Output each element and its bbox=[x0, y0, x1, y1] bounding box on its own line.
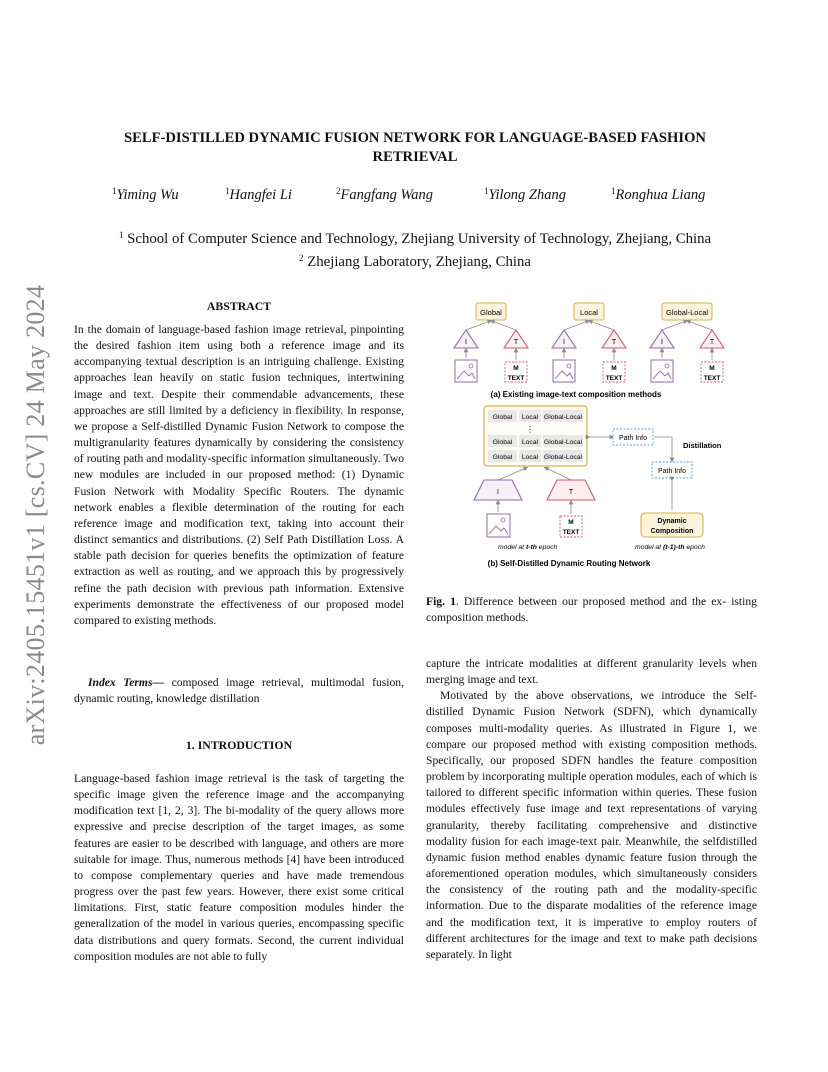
svg-text:Local: Local bbox=[521, 414, 539, 421]
arxiv-identifier bbox=[19, 275, 53, 755]
svg-text:T: T bbox=[611, 339, 617, 346]
svg-text:M: M bbox=[513, 365, 519, 372]
label-local: Local bbox=[580, 308, 598, 317]
svg-text:Global: Global bbox=[492, 454, 513, 461]
index-terms-label: Index Terms— bbox=[88, 676, 165, 689]
author: $^1$Ronghua Liang bbox=[611, 186, 706, 203]
arxiv-identifier-text: arXiv:2405.15451v1 [cs.CV] 24 May 2024 bbox=[21, 284, 50, 746]
figure-label: Fig. 1 bbox=[426, 595, 456, 608]
affiliations bbox=[60, 226, 770, 272]
abstract-heading: ABSTRACT bbox=[206, 299, 272, 313]
figure-1 bbox=[426, 292, 757, 572]
index-terms-paragraph: Index Terms— composed image retrieval, multimodal fusion, dynamic routing, knowledge distillation bbox=[74, 676, 404, 706]
image-placeholder-icon bbox=[553, 360, 575, 382]
intro-left-body bbox=[74, 771, 404, 965]
author: $^1$Yiming Wu bbox=[112, 186, 179, 203]
svg-text:Path Info: Path Info bbox=[657, 468, 687, 475]
svg-text:I: I bbox=[497, 489, 499, 496]
paper-title bbox=[80, 129, 750, 167]
author-list bbox=[60, 186, 770, 208]
svg-text:T: T bbox=[568, 489, 574, 496]
svg-text:TEXT: TEXT bbox=[703, 375, 721, 382]
distillation-label: Distillation bbox=[683, 441, 722, 450]
pipeline-local bbox=[552, 303, 626, 382]
subcaption-b: (b) Self-Distilled Dynamic Routing Network bbox=[487, 559, 651, 568]
title-line: RETRIEVAL bbox=[372, 149, 458, 165]
affiliation: $^1$ School of Computer Science and Technology, Zhejiang University of Technology, Zhejiang, China bbox=[118, 230, 712, 247]
image-placeholder-icon bbox=[651, 360, 673, 382]
svg-text:M: M bbox=[611, 365, 617, 372]
title-line: SELF-DISTILLED DYNAMIC FUSION NETWORK FOR LANGUAGE-BASED FASHION bbox=[124, 130, 706, 146]
svg-text:Path Info: Path Info bbox=[618, 435, 648, 442]
model-t1-label: model at (t-1)-th epoch bbox=[635, 544, 705, 551]
introduction-heading: 1. INTRODUCTION bbox=[185, 738, 293, 752]
svg-text:M: M bbox=[709, 365, 715, 372]
model-t-label: model at t-th epoch bbox=[498, 544, 558, 551]
svg-text:TEXT: TEXT bbox=[562, 529, 580, 536]
intro-right-body bbox=[426, 656, 757, 963]
image-placeholder-icon bbox=[455, 360, 477, 382]
pipeline-global bbox=[454, 303, 528, 382]
label-global: Global bbox=[480, 308, 502, 317]
author: $^2$Fangfang Wang bbox=[336, 186, 434, 203]
svg-text:Local: Local bbox=[521, 454, 539, 461]
label-global-local: Global-Local bbox=[665, 308, 709, 317]
author: $^1$Yilong Zhang bbox=[484, 186, 566, 203]
pipeline-global-local bbox=[650, 303, 724, 382]
subcaption-a: (a) Existing image-text composition methods bbox=[490, 390, 662, 399]
figure-caption bbox=[426, 594, 757, 626]
svg-text:⋮: ⋮ bbox=[526, 425, 534, 434]
intro-paragraph: Motivated by the above observations, we introduce the Self-distilled Dynamic Fusion Network (SDFN), which dynamically composes multi-modality queries. As illustrated in Figure 1, we compare our proposed method with existing composition methods. Specifically, our proposed SDFN handles the feature composition problem by incorporating multiple operation modules, each of which is tailored to different specific information within queries. These fusion modules effectively fuse image and text representations of varying granularity, thereby facilitating comprehensive and distinctive modality fusion for each image-text pair. Meanwhile, the selfdistilled dynamic fusion method enables dynamic feature fusion through the aforementioned operation modules, which simultaneously considers the consistency of the routing path and the modality-specific information. Due to the disparate modalities of the reference image and the modification text, it is imperative to employ routers of different architectures for the image and text to make path decisions separately. In light bbox=[426, 689, 757, 961]
svg-text:Dynamic: Dynamic bbox=[657, 518, 687, 525]
svg-text:Global: Global bbox=[492, 439, 513, 446]
figure-diagram bbox=[426, 292, 757, 572]
abstract-body bbox=[74, 322, 404, 629]
svg-text:Composition: Composition bbox=[650, 528, 694, 535]
svg-text:Local: Local bbox=[521, 439, 539, 446]
abstract-paragraph: In the domain of language-based fashion image retrieval, pinpointing the desired fashion item using both a reference image and its accompanying textual description is an intriguing challenge. Existing approaches lean heavily on static fusion techniques, intertwining image and text. Despite their commendable advancements, these approaches are still limited by a deficiency in flexibility. In response, we propose a Self-distilled Dynamic Fusion Network to compose the multigranularity features dynamically by considering the consistency of routing path and modality-specific information simultaneously. Two new modules are included in our proposed method: (1) Dynamic Fusion Network with Modality Specific Routers. The dynamic network enables a flexible determination of the routing for each reference image and modification text, taking into account their distinct semantics and distributions. (2) Self Path Distillation Loss. A stable path decision for queries benefits the optimization of feature extraction as well as routing, and we approach this by progressively refine the path decision with previous path information. Extensive experiments demonstrate the effectiveness of our proposed model compared to existing methods. bbox=[74, 323, 404, 627]
figure-caption-text: Fig. 1. Difference between our proposed method and the ex- isting composition methods. bbox=[426, 595, 757, 625]
intro-paragraph: capture the intricate modalities at different granularity levels when merging image and text. bbox=[426, 657, 757, 687]
svg-text:Global-Local: Global-Local bbox=[543, 439, 583, 446]
image-encoder-label: I bbox=[465, 339, 467, 346]
index-terms bbox=[74, 675, 404, 707]
svg-text:Global: Global bbox=[492, 414, 513, 421]
svg-text:TEXT: TEXT bbox=[605, 375, 623, 382]
svg-text:TEXT: TEXT bbox=[507, 375, 525, 382]
svg-text:Global-Local: Global-Local bbox=[543, 414, 583, 421]
text-encoder-label: T bbox=[513, 339, 519, 346]
svg-text:I: I bbox=[563, 339, 565, 346]
intro-paragraph: Language-based fashion image retrieval is the task of targeting the specific image given the reference image and the accompanying modification text [1, 2, 3]. The bi-modality of the query allows more expressive and precise description of the target images, as some features are easier to be described with language, and others are more suitable for image. Thus, numerous methods [4] have been introduced to compose complementary queries and have made tremendous progress over the past few years. However, there exist some critical limitations. First, static feature composition modules hinder the generalization of the model in various queries, encompassing specific data distributions and query formats. Second, the current individual composition modules are not able to fully bbox=[74, 772, 404, 963]
svg-text:T: T bbox=[709, 339, 715, 346]
svg-text:M: M bbox=[568, 519, 574, 526]
affiliation: $^2$ Zhejiang Laboratory, Zhejiang, China bbox=[299, 253, 531, 270]
svg-text:I: I bbox=[661, 339, 663, 346]
image-placeholder-icon bbox=[487, 514, 510, 537]
svg-text:Global-Local: Global-Local bbox=[543, 454, 583, 461]
author: $^1$Hangfei Li bbox=[225, 186, 292, 203]
